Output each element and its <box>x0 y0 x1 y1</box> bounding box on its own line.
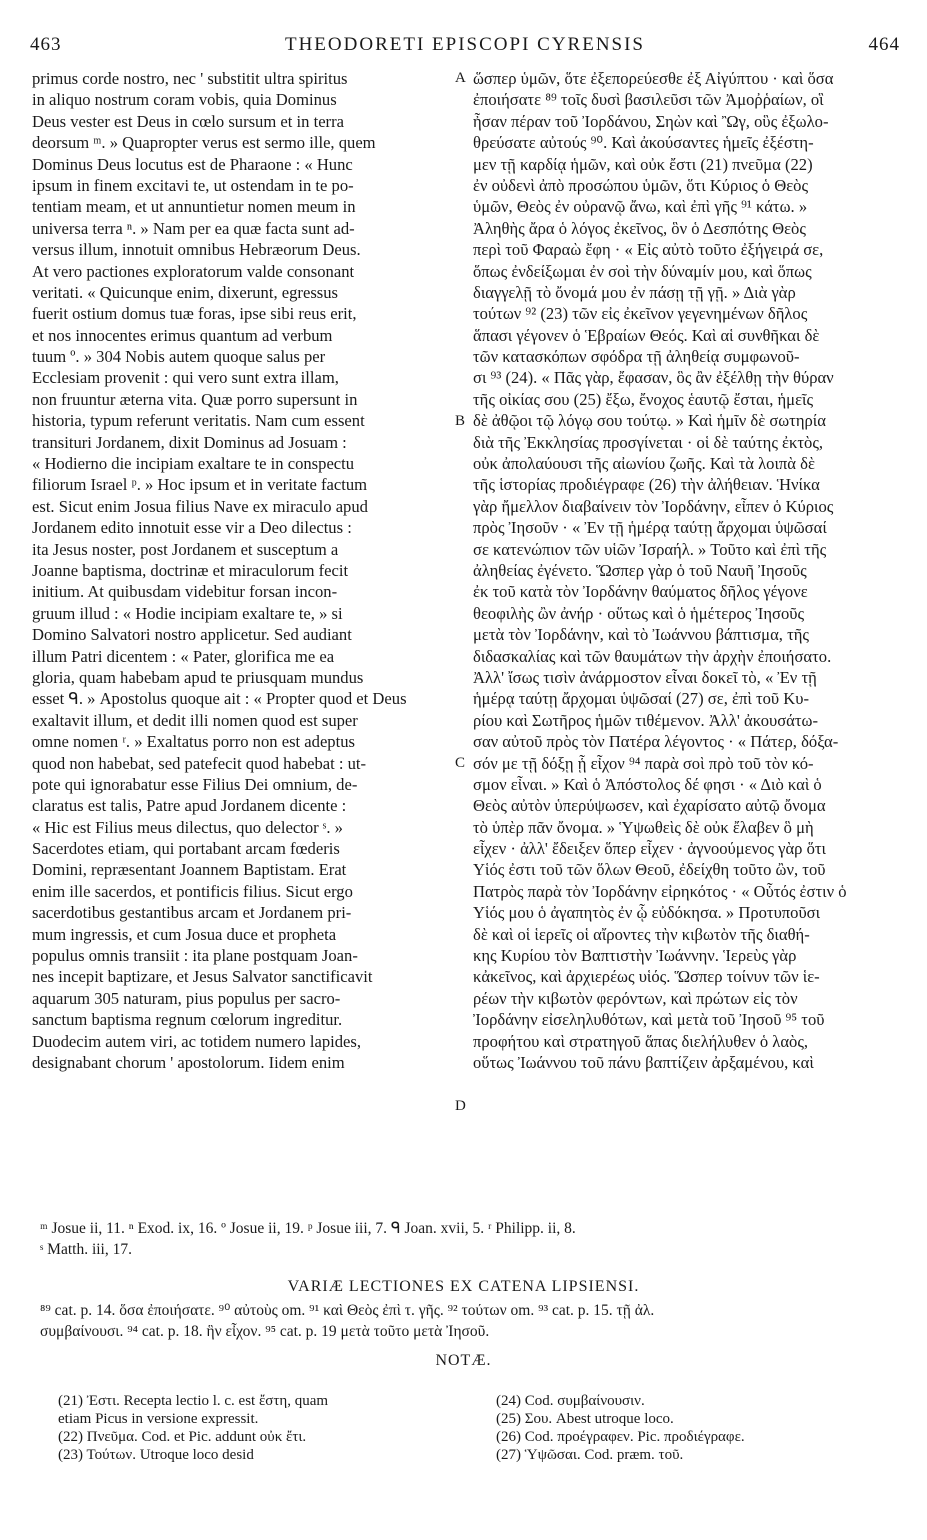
greek-text-line: τούτων ⁹² (23) τῶν εἰς ἐκεῖνον γεγενημένων δῆλος <box>473 304 808 324</box>
latin-text-line: designabant chorum ' apostolorum. Iidem enim <box>32 1052 345 1072</box>
note-line: (22) Πνεῦμα. Cod. et Pic. addunt οὐκ ἔτι. <box>58 1429 307 1445</box>
greek-text-line: ἐποιήσατε ⁸⁹ τοῖς δυσὶ βασιλεῦσι τῶν Ἀμοῤῥαίων, οἳ <box>473 90 824 110</box>
greek-text-line: σι ⁹³ (24). « Πᾶς γὰρ, ἔφασαν, ὃς ἂν ἐξέλθῃ τὴν θύραν <box>473 368 834 388</box>
running-header <box>30 34 900 64</box>
greek-text-line: τῆς ἱστορίας προδιέγραφε (26) τὴν ἀλήθειαν. Ἡνίκα <box>473 475 820 495</box>
greek-text-line: δὲ ἀθῷοι τῷ λόγῳ σου τούτῳ. » Καὶ ἡμῖν δὲ σωτηρία <box>473 411 826 431</box>
greek-text-line: διὰ τῆς Ἐκκλησίας προσγίνεται · οἱ δὲ ταύτης ἐκτὸς, <box>473 432 824 452</box>
latin-text-line: ipsum in finem excitavi te, ut ostendam in te po- <box>32 175 354 195</box>
greek-text-line: σαν αὐτοῦ πρὸς τὸν Πατέρα λέγοντος · « Πάτερ, δόξα- <box>473 732 839 752</box>
page-number-left: 463 <box>30 34 62 55</box>
latin-text-line: universa terra ⁿ. » Nam per ea quæ facta sunt ad- <box>32 218 355 238</box>
latin-text-line: non fruuntur æterna vita. Quæ porro supersunt in <box>32 389 358 409</box>
greek-text-line: κἀκεῖνος, καὶ ἀρχιερέως υἱός. Ὥσπερ τοίνυν τῶν ἱε- <box>473 967 820 987</box>
latin-text-line: fuerit ostium domus tuæ foras, ipse sibi reus erit, <box>32 304 357 324</box>
greek-text-line: τῶν κατασκόπων σφόδρα τῇ ἀληθείᾳ συμφωνοῦ- <box>473 347 800 367</box>
greek-text-line: ἅπασι γέγονεν ὁ Ἑβραίων Θεός. Καὶ αἱ συνθῆκαι δὲ <box>473 325 820 345</box>
latin-text-line: « Hodierno die incipiam exaltare te in conspectu <box>32 454 355 474</box>
greek-text-line: ἡμέρᾳ ταύτῃ ἄρχομαι ὑψῶσαί (27) σε, ἐπὶ τοῦ Κυ- <box>473 689 810 709</box>
greek-text-line: διδασκαλίας καὶ τῶν θαυμάτων τὴν ἀρχὴν ἐποιήσατο. <box>473 646 832 666</box>
greek-text-line: ἀληθείας ἐγένετο. Ὥσπερ γὰρ ὁ τοῦ Ναυῆ Ἰησοῦς <box>473 560 807 580</box>
latin-text-line: Domino Salvatori nostro applicetur. Sed audiant <box>32 625 352 645</box>
latin-text-line: tentiam meam, et ut annuntietur nomen meum in <box>32 197 356 217</box>
greek-text-line: ὑμῶν, Θεὸς ἐν οὐρανῷ ἄνω, καὶ ἐπὶ γῆς ⁹¹ κάτω. » <box>473 197 808 217</box>
latin-text-line: omne nomen ʳ. » Exaltatus porro non est adeptus <box>32 732 355 752</box>
greek-text-line: Υἱός μου ὁ ἀγαπητὸς ἐν ᾧ εὐδόκησα. » Προτυποῦσι <box>473 903 821 923</box>
note-line: (25) Σου. Abest utroque loco. <box>496 1411 674 1427</box>
latin-text-line: gloria, quam habebam apud te priusquam mundus <box>32 667 364 687</box>
latin-text-line: sanctum baptisma regnum cœlorum ingreditur. <box>32 1010 343 1030</box>
greek-text-line: Υἱός ἐστι τοῦ τῶν ὅλων Θεοῦ, ἐδείχθη τοῦτο ὢν, τοῦ <box>473 860 826 880</box>
latin-text-line: Joanne baptisma, doctrinæ et miraculorum fecit <box>32 560 349 580</box>
margin-marker-b: B <box>455 413 466 429</box>
greek-text-line: Ἀληθὴς ἄρα ὁ λόγος ἐκεῖνος, ὃν ὁ Δεσπότης Θεὸς <box>473 218 806 238</box>
latin-text-line: initium. At quibusdam videbitur forsan incon- <box>32 582 338 602</box>
greek-text-line: Ἀλλ' ἴσως τισὶν ἀνάρμοστον εἶναι δοκεῖ τὸ, « Ἐν τῇ <box>473 667 817 687</box>
greek-text-line: ἐν οὐδενὶ ἀπὸ προσώπου ὑμῶν, ὅτι Κύριος ὁ Θεὸς <box>473 175 809 195</box>
note-line: etiam Picus in versione expressit. <box>58 1411 259 1427</box>
latin-text-line: quod non habebat, sed patefecit quod habebat : ut- <box>32 753 367 773</box>
margin-marker-c: C <box>455 755 466 771</box>
latin-text-line: aquarum 305 naturam, pius populus per sacro- <box>32 988 341 1008</box>
notes-left <box>58 1392 468 1464</box>
latin-text-line: est. Sicut enim Josua filius Nave ex miraculo apud <box>32 496 368 516</box>
latin-text-line: tuum º. » 304 Nobis autem quoque salus per <box>32 347 326 367</box>
greek-text-line: διαγγελῇ τὸ ὄνομά μου ἐν πάσῃ τῇ γῇ. » Διὰ γὰρ <box>473 282 796 302</box>
latin-text-line: pote qui ignorabatur esse Filius Dei omnium, de- <box>32 774 358 794</box>
variant-reading-line: ⁸⁹ cat. p. 14. ὅσα ἐποιήσατε. ⁹⁰ αὐτοὺς om. ⁹¹ καὶ Θεὸς ἐπὶ τ. γῆς. ⁹² τούτων om. ⁹³ cat. p. 15. τῇ ἀλ. <box>40 1302 655 1319</box>
latin-text-line: Domini, repræsentant Joannem Baptistam. Erat <box>32 860 347 880</box>
greek-text-line: κης Κυρίου τὸν Βαπτιστὴν Ἰωάννην. Ἱερεὺς γὰρ <box>473 946 797 966</box>
latin-text-line: Ecclesiam provenit : qui vero sunt extra illam, <box>32 368 339 388</box>
latin-text-line: Duodecim autem viri, ac totidem numero lapides, <box>32 1031 362 1051</box>
greek-text-line: οὕτως Ἰωάννου τοῦ πάνυ βαπτίζειν ἀρξαμένου, καὶ <box>473 1052 814 1072</box>
latin-text-line: et nos innocentes erimus quantum ad verbum <box>32 325 333 345</box>
greek-text-line: σόν με τῇ δόξῃ ᾗ εἶχον ⁹⁴ παρὰ σοὶ πρὸ τοῦ τὸν κό- <box>473 753 814 773</box>
greek-text-line: οὐκ ἀπολαύουσι τῆς αἰωνίου ζωῆς. Καὶ τὰ λοιπὰ δὲ <box>473 454 815 474</box>
greek-column <box>473 68 898 1073</box>
latin-text-line: At vero pactiones exploratorum valde consonant <box>32 261 355 281</box>
note-line: (24) Cod. συμβαίνουσιν. <box>496 1393 645 1409</box>
greek-text-line: θρεύσατε αὐτούς ⁹⁰. Καὶ ἀκούσαντες ἡμεῖς ἐξέστη- <box>473 133 814 153</box>
latin-text-line: deorsum ᵐ. » Quapropter verus est sermo ille, quem <box>32 133 376 153</box>
latin-text-line: nes incepit baptizare, et Jesus Salvator sanctificavit <box>32 967 373 987</box>
note-line: (21) Ἐστι. Recepta lectio l. c. est ἔστη, quam <box>58 1393 329 1409</box>
scripture-references <box>40 1218 900 1260</box>
greek-text-line: Θεὸς αὐτὸν ὑπερύψωσεν, καὶ ἐχαρίσατο αὐτῷ ὄνομα <box>473 796 826 816</box>
greek-text-line: ὥσπερ ὑμῶν, ὅτε ἐξεπορεύεσθε ἐξ Αἰγύπτου · καὶ ὅσα <box>473 69 834 88</box>
margin-marker-a: A <box>455 70 466 86</box>
notae-title: NOTÆ. <box>435 1352 492 1369</box>
variae-title: VARIÆ LECTIONES EX CATENA LIPSIENSI. <box>287 1278 640 1295</box>
greek-text-line: σμον εἶναι. » Καὶ ὁ Ἀπόστολος δέ φησι · « Διὸ καὶ ὁ <box>473 774 822 794</box>
greek-text-line: ἐκ τοῦ κατὰ τὸν Ἰορδάνην θαύματος δῆλος γέγονε <box>473 582 808 602</box>
latin-text-line: ita Jesus noster, post Jordanem et susceptum a <box>32 539 339 559</box>
latin-text-line: Dominus Deus locutus est de Pharaone : « Hunc <box>32 154 353 174</box>
greek-text-line: ρέων τὴν κιβωτὸν φερόντων, καὶ πρώτων εἰς τὸν <box>473 988 798 1008</box>
greek-text-line: τὸ ὑπὲρ πᾶν ὄνομα. » Ὑψωθεὶς δὲ οὐκ ἔλαβεν ὃ μὴ <box>473 817 814 837</box>
greek-text-line: περὶ τοῦ Φαραὼ ἔφη · « Εἰς αὐτὸ τοῦτο ἐξήγειρά σε, <box>473 240 824 260</box>
greek-text-line: πρὸς Ἰησοῦν · « Ἐν τῇ ἡμέρᾳ ταύτῃ ἄρχομαι ὑψῶσαί <box>473 518 827 538</box>
latin-text-line: esset ᑫ. » Apostolus quoque ait : « Propter quod et Deus <box>32 689 407 709</box>
greek-text-line: εἶχεν · ἀλλ' ἔδειξεν ὅπερ εἶχεν · ἀγνοούμενος γὰρ ὅτι <box>473 839 827 859</box>
variae-lectiones <box>40 1300 900 1342</box>
footnote-reference-line: ˢ Matth. iii, 17. <box>40 1241 132 1258</box>
note-line: (27) Ὑψῶσαι. Cod. præm. τοῦ. <box>496 1447 684 1463</box>
greek-text-line: ὅπως ἐνδείξωμαι ἐν σοὶ τὴν δύναμίν μου, καὶ ὅπως <box>473 261 812 281</box>
latin-text-line: illum Patri dicentem : « Pater, glorifica me ea <box>32 646 335 666</box>
latin-text-line: versus illum, innotuit omnibus Hebræorum Deus. <box>32 240 361 260</box>
latin-text-line: Sacerdotes etiam, qui portabant arcam fœderis <box>32 839 340 859</box>
greek-text-line: δὲ καὶ οἱ ἱερεῖς οἱ αἴροντες τὴν κιβωτὸν τῆς διαθή- <box>473 924 810 944</box>
greek-text-line: μετὰ τὸν Ἰορδάνην, καὶ τὸ Ἰωάννου βάπτισμα, τῆς <box>473 625 809 645</box>
greek-text-line: μεν τῇ καρδίᾳ ἡμῶν, καὶ οὐκ ἔστι (21) πνεῦμα (22) <box>473 154 813 174</box>
greek-text-line: σε κατενώπιον τῶν υἱῶν Ἰσραήλ. » Τοῦτο καὶ ἐπὶ τῆς <box>473 539 827 559</box>
greek-text-line: γὰρ ἤμελλον διαβαίνειν τὸν Ἰορδάνην, εἶπεν ὁ Κύριος <box>473 496 834 516</box>
latin-text-line: in aliquo nostrum coram vobis, quia Dominus <box>32 90 337 110</box>
latin-text-line: exaltavit illum, et dedit illi nomen quod est super <box>32 710 358 730</box>
margin-marker-d: D <box>455 1098 466 1114</box>
latin-text-line: primus corde nostro, nec ' substitit ultra spiritus <box>32 69 348 88</box>
notes-right <box>496 1392 906 1464</box>
page-number-right: 464 <box>868 34 900 55</box>
latin-text-line: populus omnis transiit : ita plane postquam Joan- <box>32 946 358 966</box>
greek-text-line: Ἰορδάνην εἰσεληλυθότων, καὶ μετὰ τοῦ Ἰησοῦ ⁹⁵ τοῦ <box>473 1010 825 1030</box>
latin-text-line: transituri Jordanem, dixit Dominus ad Josuam : <box>32 432 347 452</box>
latin-text-line: historia, typum referunt veritatis. Nam cum essent <box>32 411 365 431</box>
greek-text-line: ρίου καὶ Σωτῆρος ἡμῶν τιθέμενον. Ἀλλ' ἀκουσάτω- <box>473 710 818 730</box>
greek-text-line: θεοφιλὴς ὢν ἀνήρ · οὕτως καὶ ὁ ἡμέτερος Ἰησοῦς <box>473 603 805 623</box>
latin-text-line: « Hic est Filius meus dilectus, quo delector ˢ. » <box>32 817 343 837</box>
latin-text-line: claratus est talis, Patre apud Jordanem dicente : <box>32 796 347 816</box>
note-line: (26) Cod. προέγραφεν. Pic. προδιέγραφε. <box>496 1429 745 1445</box>
greek-text-line: Πατρὸς παρὰ τὸν Ἰορδάνην εἰρηκότος · « Οὗτός ἐστιν ὁ <box>473 881 847 901</box>
latin-column <box>32 68 457 1073</box>
greek-text-line: ἦσαν πέραν τοῦ Ἰορδάνου, Σηὼν καὶ Ὢγ, οὓς ἐξωλο- <box>473 111 829 131</box>
latin-text-line: veritati. « Quicunque enim, dixerunt, egressus <box>32 282 338 302</box>
latin-text-line: Deus vester est Deus in cœlo sursum et in terra <box>32 111 344 131</box>
latin-text-line: sacerdotibus gestantibus arcam et Jordanem pri- <box>32 903 352 923</box>
note-line: (23) Τούτων. Utroque loco desid <box>58 1447 254 1463</box>
variant-reading-line: συμβαίνουσι. ⁹⁴ cat. p. 18. ἣν εἶχον. ⁹⁵ cat. p. 19 μετὰ τοῦτο μετὰ Ἰησοῦ. <box>40 1323 490 1340</box>
footnote-reference-line: ᵐ Josue ii, 11. ⁿ Exod. ix, 16. º Josue ii, 19. ᵖ Josue iii, 7. ᑫ Joan. xvii, 5. ʳ Philipp. ii, 8. <box>40 1220 576 1237</box>
latin-text-line: enim ille sacerdos, et pontificis filius. Sicut ergo <box>32 881 353 901</box>
running-title: THEODORETI EPISCOPI CYRENSIS <box>284 34 646 55</box>
latin-text-line: gruum illud : « Hodie incipiam exaltare te, » si <box>32 603 343 623</box>
latin-text-line: filiorum Israel ᵖ. » Hoc ipsum et in veritate factum <box>32 475 368 495</box>
greek-text-line: τῆς οἰκίας σου (25) ἔξω, ἔνοχος ἑαυτῷ ἔσται, ἡμεῖς <box>473 389 814 409</box>
latin-text-line: mum ingressis, et cum Josua duce et propheta <box>32 924 337 944</box>
latin-text-line: Jordanem edito innotuit esse vir a Deo dilectus : <box>32 518 352 538</box>
greek-text-line: προφήτου καὶ στρατηγοῦ ἅπας διελήλυθεν ὁ λαὸς, <box>473 1031 809 1051</box>
